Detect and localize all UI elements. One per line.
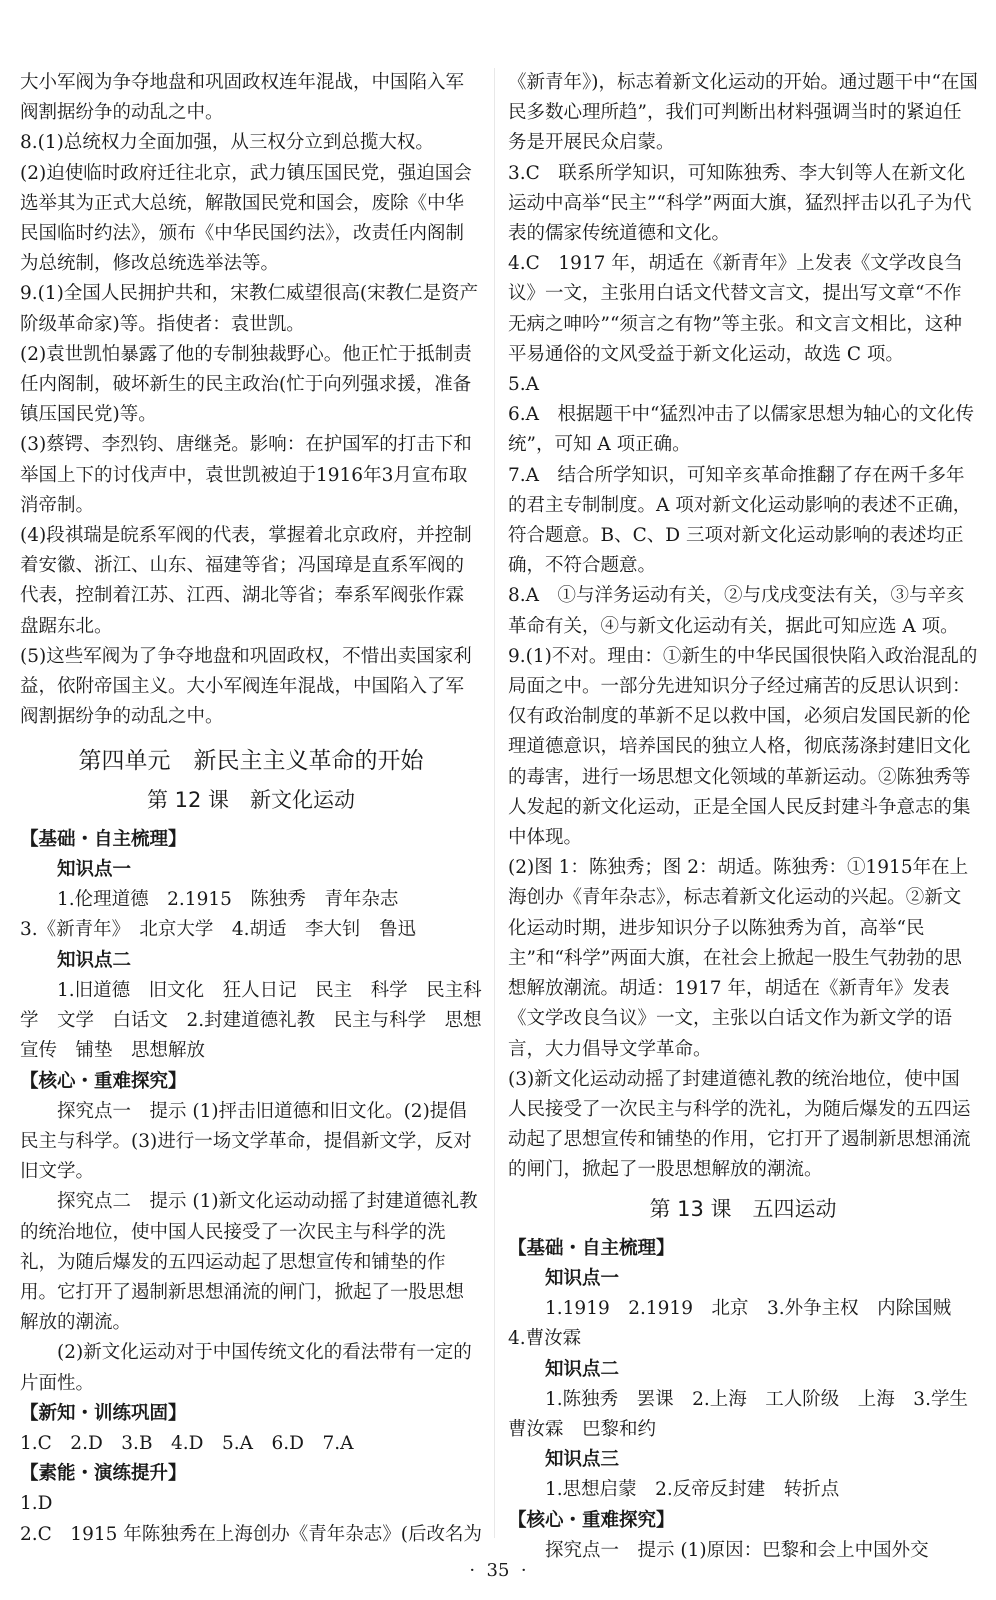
answer-8-1: 8.(1)总统权力全面加强，从三权分立到总揽大权。 xyxy=(20,132,434,154)
basic-header: 【基础・自主梳理】 xyxy=(508,1237,675,1259)
skill-answer-5: 5.A xyxy=(508,374,540,396)
answer-9-4: (4)段祺瑞是皖系军阀的代表，掌握着北京政府，并控制着安徽、浙江、山东、福建等省；冯国璋是直系军阀的代表，控制着江苏、江西、湖北等省；奉系军阀张作霖盘踞东北。 xyxy=(20,525,472,637)
answer-8-2: (2)迫使临时政府迁往北京，武力镇压国民党，强迫国会选举其为正式大总统，解散国民党和国会，废除《中华民国临时约法》，颁布《中华民国约法》，改责任内阁制为总统制，修改总统选举法等。 xyxy=(20,162,472,275)
answer-9-1: 9.(1)全国人民拥护共和，宋教仁威望很高(宋教仁是资产阶级革命家)等。指使者：袁世凯。 xyxy=(20,283,479,335)
explore-point-2b: (2)新文化运动对于中国传统文化的看法带有一定的片面性。 xyxy=(20,1342,472,1394)
knowledge-point-3-text: 1.思想启蒙 2.反帝反封建 转折点 xyxy=(545,1479,840,1501)
knowledge-point-1-label: 知识点一 xyxy=(545,1267,620,1289)
answer-text: 大小军阀为争夺地盘和巩固政权连年混战，中国陷入军阀割据纷争的动乱之中。 xyxy=(20,72,465,124)
skill-header: 【素能・演练提升】 xyxy=(20,1463,187,1485)
lesson-13-title: 第 13 课 五四运动 xyxy=(649,1196,837,1221)
answer-9-3: (3)蔡锷、李烈钧、唐继尧。影响：在护国军的打击下和举国上下的讨伐声中，袁世凯被迫于1916年3月宣布取消帝制。 xyxy=(20,434,472,516)
knowledge-point-1-line-2: 3.《新青年》 北京大学 4.胡适 李大钊 鲁迅 xyxy=(20,919,417,941)
core-header: 【核心・重难探究】 xyxy=(20,1070,187,1092)
skill-answer-2-continued: 《新青年》)，标志着新文化运动的开始。通过题干中“在国民多数心理所趋”，我们可判断出材料强调当时的紧迫任务是开展民众启蒙。 xyxy=(508,72,978,154)
skill-answer-9-3: (3)新文化运动动摇了封建道德礼教的统治地位，使中国人民接受了一次民主与科学的洗礼，为随后爆发的五四运动起了思想宣传和铺垫的作用，它打开了遏制新思想涌流的闸门，掀起了一股思想解放的潮流。 xyxy=(508,1068,971,1181)
page-number: · 35 · xyxy=(469,1560,527,1581)
lesson-12-title: 第 12 课 新文化运动 xyxy=(146,787,356,812)
right-column xyxy=(508,68,987,1566)
knowledge-point-1-label: 知识点一 xyxy=(57,859,132,881)
skill-answer-8: 8.A ①与洋务运动有关，②与戊戌变法有关，③与辛亥革命有关，④与新文化运动有关，据此可知应选 A 项。 xyxy=(508,585,965,637)
skill-answer-3: 3.C 联系所学知识，可知陈独秀、李大钊等人在新文化运动中高举“民主”“科学”两面大旗，猛烈抨击以孔子为代表的儒家传统道德和文化。 xyxy=(508,162,972,245)
knowledge-point-2-text: 1.旧道德 旧文化 狂人日记 民主 科学 民主科学 文学 白话文 2.封建道德礼教 民主与科学 思想宣传 铺垫 思想解放 xyxy=(20,979,482,1062)
skill-answer-4: 4.C 1917 年，胡适在《新青年》上发表《文学改良刍议》一文，主张用白话文代替文言文，提出写文章“不作无病之呻吟”“须言之有物”等主张。和文言文相比，这种平易通俗的文风受益于新文化运动，故选 C 项。 xyxy=(508,253,963,365)
page-number-value: 35 xyxy=(486,1560,510,1581)
explore-point-1: 探究点一 提示 (1)抨击旧道德和旧文化。(2)提倡民主与科学。(3)进行一场文学革命，提倡新文学，反对旧文学。 xyxy=(20,1100,472,1183)
knowledge-point-1-text: 1.1919 2.1919 北京 3.外争主权 内除国贼 4.曹汝霖 xyxy=(508,1298,970,1350)
skill-answer-1: 1.D xyxy=(20,1493,53,1515)
knowledge-point-2-text: 1.陈独秀 罢课 2.上海 工人阶级 上海 3.学生 曹汝霖 巴黎和约 xyxy=(508,1388,987,1440)
new-knowledge-answers: 1.C 2.D 3.B 4.D 5.A 6.D 7.A xyxy=(20,1432,354,1454)
knowledge-point-2-label: 知识点二 xyxy=(545,1358,620,1380)
new-knowledge-header: 【新知・训练巩固】 xyxy=(20,1402,187,1424)
explore-point-1: 探究点一 提示 (1)原因：巴黎和会上中国外交 xyxy=(545,1539,929,1561)
unit-title: 第四单元 新民主主义革命的开始 xyxy=(78,748,424,775)
knowledge-point-1-line-1: 1.伦理道德 2.1915 陈独秀 青年杂志 xyxy=(57,889,399,911)
answer-9-2: (2)袁世凯怕暴露了他的专制独裁野心。他正忙于抵制责任内阁制，破坏新生的民主政治(忙于向列强求援，准备镇压国民党)等。 xyxy=(20,343,472,426)
answer-9-5: (5)这些军阀为了争夺地盘和巩固政权，不惜出卖国家利益，依附帝国主义。大小军阀连年混战，中国陷入了军阀割据纷争的动乱之中。 xyxy=(20,645,472,728)
skill-answer-2: 2.C 1915 年陈独秀在上海创办《青年杂志》(后改名为 xyxy=(20,1523,482,1545)
left-column xyxy=(20,68,482,1550)
skill-answer-9-1: 9.(1)不对。理由：①新生的中华民国很快陷入政治混乱的局面之中。一部分先进知识分子经过痛苦的反思认识到：仅有政治制度的革新不足以救中国，必须启发国民新的伦理道德意识，培养国民的独立人格，彻底荡涤封建旧文化的毒害，进行一场思想文化领域的革新运动。②陈独秀等人发起的新文化运动，正是全国人民反封建斗争意志的集中体现。 xyxy=(508,645,978,849)
knowledge-point-3-label: 知识点三 xyxy=(545,1449,620,1471)
skill-answer-6: 6.A 根据题干中“猛烈冲击了以儒家思想为轴心的文化传统”，可知 A 项正确。 xyxy=(508,404,974,456)
skill-answer-9-2: (2)图 1：陈独秀；图 2：胡适。陈独秀：①1915年在上海创办《青年杂志》，标志着新文化运动的兴起。②新文化运动时期，进步知识分子以陈独秀为首，高举“民主”和“科学”两面大旗，在社会上掀起一股生气勃勃的思想解放潮流。胡适：1917 年，胡适在《新青年》发表《文学改良刍议》一文，主张以白话文作为新文学的语言，大力倡导文学革命。 xyxy=(508,857,969,1060)
skill-answer-7: 7.A 结合所学知识，可知辛亥革命推翻了存在两千多年的君主专制制度。A 项对新文化运动影响的表述不正确，符合题意。B、C、D 三项对新文化运动影响的表述均正确，不符合题意。 xyxy=(508,464,972,577)
column-divider xyxy=(494,68,495,1538)
basic-header: 【基础・自主梳理】 xyxy=(20,828,187,850)
core-header: 【核心・重难探究】 xyxy=(508,1509,675,1531)
explore-point-2: 探究点二 提示 (1)新文化运动动摇了封建道德礼教的统治地位，使中国人民接受了一次民主与科学的洗礼，为随后爆发的五四运动起了思想宣传和铺垫的作用。它打开了遏制新思想涌流的闸门，掀起了一股思想解放的潮流。 xyxy=(20,1191,478,1334)
knowledge-point-2-label: 知识点二 xyxy=(57,949,132,971)
